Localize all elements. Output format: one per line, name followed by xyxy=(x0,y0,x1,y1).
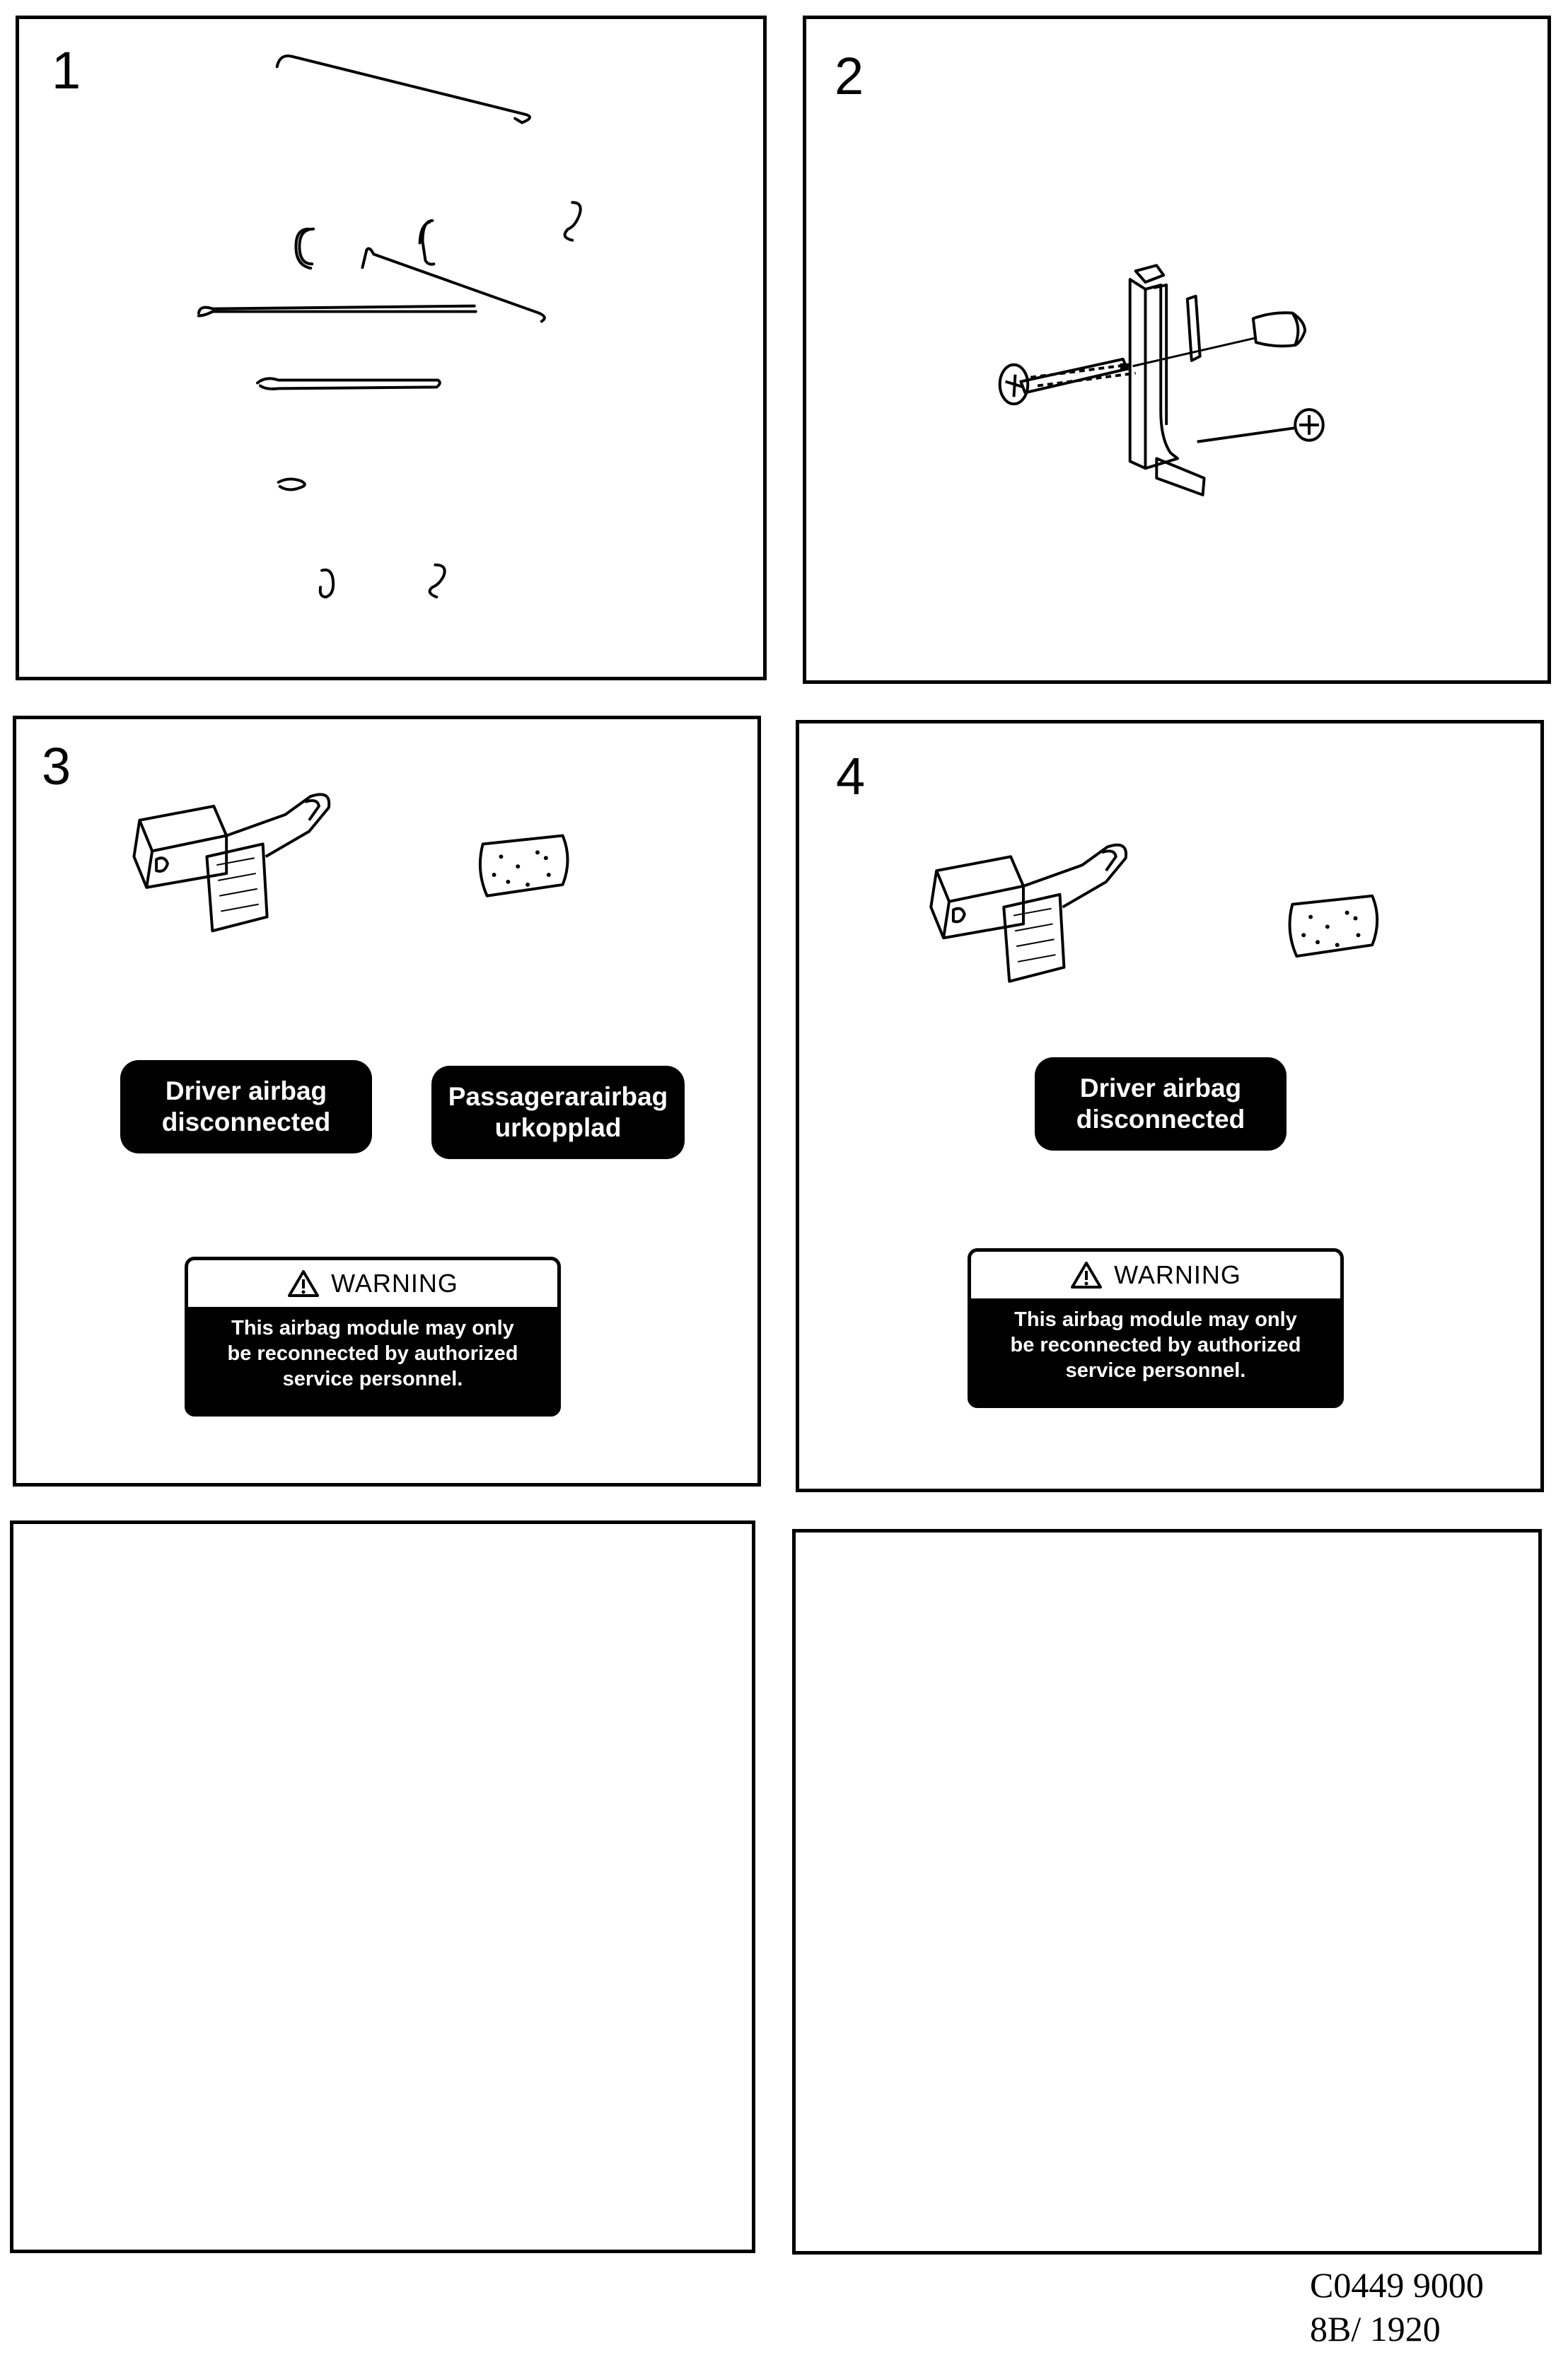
panel-3 xyxy=(13,716,761,1487)
warning-text xyxy=(971,1298,1340,1383)
label-line: disconnected xyxy=(1076,1105,1245,1134)
panel-5-empty xyxy=(10,1520,755,2253)
label-line: Passagerarairbag xyxy=(448,1082,668,1111)
warning-line: This airbag module may only xyxy=(1014,1308,1297,1331)
warning-triangle-icon xyxy=(1070,1261,1103,1289)
warning-line: service personnel. xyxy=(1065,1359,1246,1382)
panel-number: 4 xyxy=(836,747,866,806)
panel-number: 2 xyxy=(835,47,864,105)
panel-4 xyxy=(796,720,1544,1492)
document-code: C0449 9000 xyxy=(1310,2265,1484,2305)
bracket-screw-illustration xyxy=(806,19,1547,680)
panel-1 xyxy=(16,16,767,680)
warning-header xyxy=(971,1252,1340,1298)
document-revision: 8B/ 1920 xyxy=(1310,2309,1441,2349)
panel-number: 3 xyxy=(42,737,71,796)
label-line: urkopplad xyxy=(494,1113,622,1142)
warning-header xyxy=(188,1260,557,1307)
warning-triangle-icon xyxy=(287,1269,320,1298)
warning-line: be reconnected by authorized xyxy=(227,1342,518,1365)
driver-airbag-label xyxy=(120,1060,372,1153)
label-line: disconnected xyxy=(161,1107,331,1136)
warning-line: This airbag module may only xyxy=(231,1317,514,1339)
warning-text xyxy=(188,1307,557,1392)
panel-number: 1 xyxy=(52,41,81,100)
document-footer xyxy=(1310,2263,1484,2351)
wire-rods-illustration xyxy=(19,19,763,677)
label-line: Driver airbag xyxy=(1079,1074,1242,1103)
warning-label xyxy=(968,1248,1344,1408)
panel-6-empty xyxy=(792,1529,1542,2255)
label-line: Driver airbag xyxy=(165,1076,327,1105)
panel-2 xyxy=(803,16,1551,684)
warning-label xyxy=(185,1257,561,1417)
warning-title: WARNING xyxy=(331,1269,458,1298)
passenger-airbag-label xyxy=(431,1066,685,1159)
warning-title: WARNING xyxy=(1114,1260,1241,1289)
driver-airbag-label xyxy=(1035,1057,1287,1151)
warning-line: be reconnected by authorized xyxy=(1010,1334,1301,1356)
warning-line: service personnel. xyxy=(282,1368,463,1390)
